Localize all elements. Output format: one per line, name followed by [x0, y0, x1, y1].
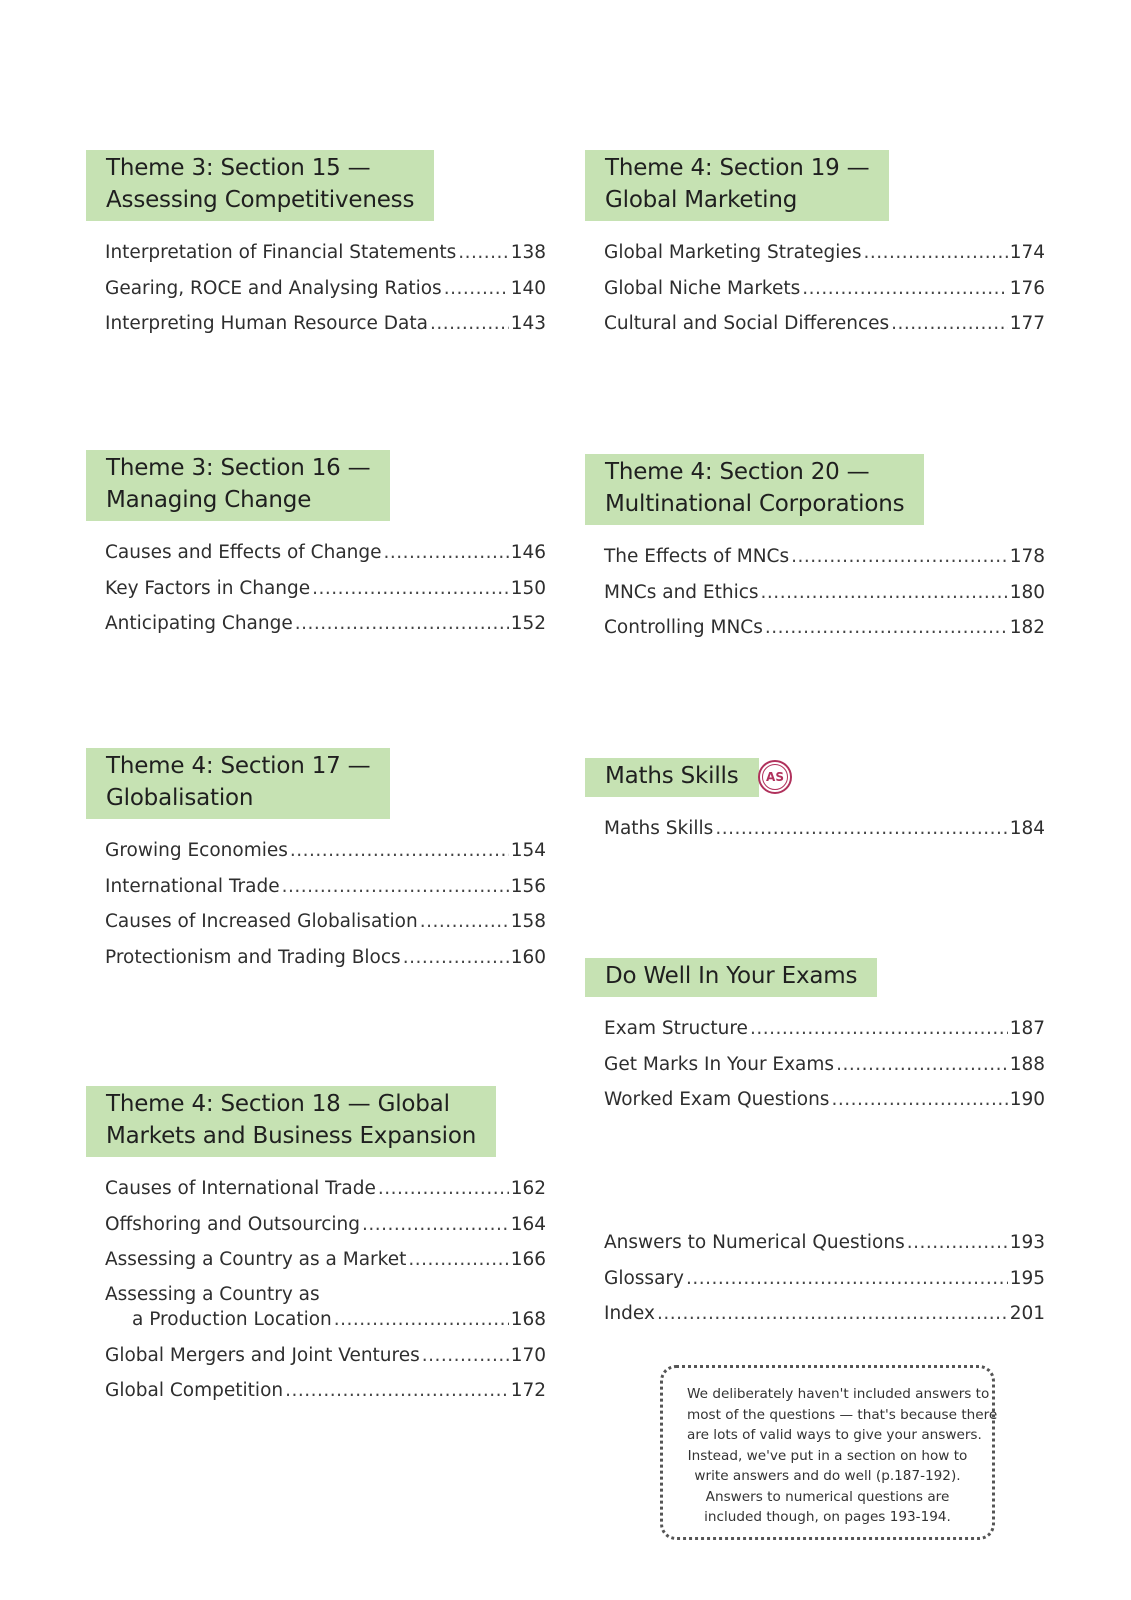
toc-entries — [86, 235, 546, 342]
toc-entry[interactable]: Maths Skills ..... 184 — [604, 811, 1045, 847]
toc-entries — [585, 539, 1045, 646]
toc-entry[interactable]: The Effects of MNCs ..... 178 — [604, 539, 1045, 575]
toc-entry[interactable]: Assessing a Country as a Market ..... 166 — [105, 1242, 546, 1278]
section-heading: Theme 3: Section 15 — Assessing Competitiveness — [86, 150, 434, 221]
section-heading: Maths Skills — [585, 758, 759, 797]
toc-entry[interactable]: Global Competition ..... 172 — [105, 1373, 546, 1409]
section-19 — [585, 150, 1045, 342]
section-heading: Theme 4: Section 17 — Globalisation — [86, 748, 390, 819]
toc-entry[interactable]: Causes and Effects of Change ..... 146 — [105, 535, 546, 571]
section-heading: Do Well In Your Exams — [585, 958, 877, 997]
toc-entries — [585, 1225, 1045, 1332]
toc-entry[interactable]: Causes of Increased Globalisation ..... 158 — [105, 904, 546, 940]
section-back-matter — [585, 1225, 1045, 1332]
toc-entry[interactable]: Protectionism and Trading Blocs ..... 160 — [105, 940, 546, 976]
toc-entry[interactable]: Gearing, ROCE and Analysing Ratios ..... 140 — [105, 271, 546, 307]
toc-entries — [86, 833, 546, 975]
section-heading: Theme 4: Section 19 — Global Marketing — [585, 150, 889, 221]
section-heading: Theme 4: Section 18 — Global Markets and Business Expansion — [86, 1086, 496, 1157]
toc-entries — [585, 1011, 1045, 1118]
toc-entry[interactable]: Exam Structure ..... 187 — [604, 1011, 1045, 1047]
toc-entry[interactable]: Interpretation of Financial Statements ..... 138 — [105, 235, 546, 271]
toc-entries — [585, 811, 1045, 847]
toc-entry[interactable]: Controlling MNCs ..... 182 — [604, 610, 1045, 646]
toc-entry[interactable]: Cultural and Social Differences ..... 177 — [604, 306, 1045, 342]
toc-entries — [86, 1171, 546, 1409]
toc-entries — [86, 535, 546, 642]
toc-entry[interactable]: Answers to Numerical Questions ..... 193 — [604, 1225, 1045, 1261]
toc-entry[interactable]: Assessing a Country as a Production Location ..... 168 — [105, 1278, 546, 1338]
toc-entry[interactable]: Global Marketing Strategies ..... 174 — [604, 235, 1045, 271]
section-exams — [585, 958, 1045, 1118]
toc-entry[interactable]: Glossary ..... 195 — [604, 1261, 1045, 1297]
toc-entry[interactable]: Global Niche Markets ..... 176 — [604, 271, 1045, 307]
toc-entry[interactable]: Global Mergers and Joint Ventures ..... 170 — [105, 1338, 546, 1374]
toc-entry[interactable]: Worked Exam Questions ..... 190 — [604, 1082, 1045, 1118]
toc-entry[interactable]: Offshoring and Outsourcing ..... 164 — [105, 1207, 546, 1243]
toc-entry[interactable]: Growing Economies ..... 154 — [105, 833, 546, 869]
section-heading: Theme 4: Section 20 — Multinational Corporations — [585, 454, 924, 525]
section-17 — [86, 748, 546, 975]
answers-note-box: We deliberately haven't included answers to most of the questions — that's because there are lots of valid ways to give your answers. Instead, we've put in a section on how to write answers and do well (p.187-192). Answers to numerical questions are included though, on pages 193-194. — [660, 1365, 995, 1540]
toc-entry[interactable]: International Trade ..... 156 — [105, 869, 546, 905]
toc-entry[interactable]: MNCs and Ethics ..... 180 — [604, 575, 1045, 611]
toc-entries — [585, 235, 1045, 342]
section-18 — [86, 1086, 546, 1409]
section-16 — [86, 450, 546, 642]
section-20 — [585, 454, 1045, 646]
toc-entry[interactable]: Interpreting Human Resource Data ..... 143 — [105, 306, 546, 342]
toc-entry[interactable]: Causes of International Trade ..... 162 — [105, 1171, 546, 1207]
section-15 — [86, 150, 546, 342]
section-heading: Theme 3: Section 16 — Managing Change — [86, 450, 390, 521]
toc-entry[interactable]: Get Marks In Your Exams ..... 188 — [604, 1047, 1045, 1083]
section-maths-skills — [585, 758, 1045, 847]
as-level-badge-icon: AS — [758, 760, 792, 794]
toc-entry[interactable]: Anticipating Change ..... 152 — [105, 606, 546, 642]
toc-entry[interactable]: Index ..... 201 — [604, 1296, 1045, 1332]
toc-entry[interactable]: Key Factors in Change ..... 150 — [105, 571, 546, 607]
